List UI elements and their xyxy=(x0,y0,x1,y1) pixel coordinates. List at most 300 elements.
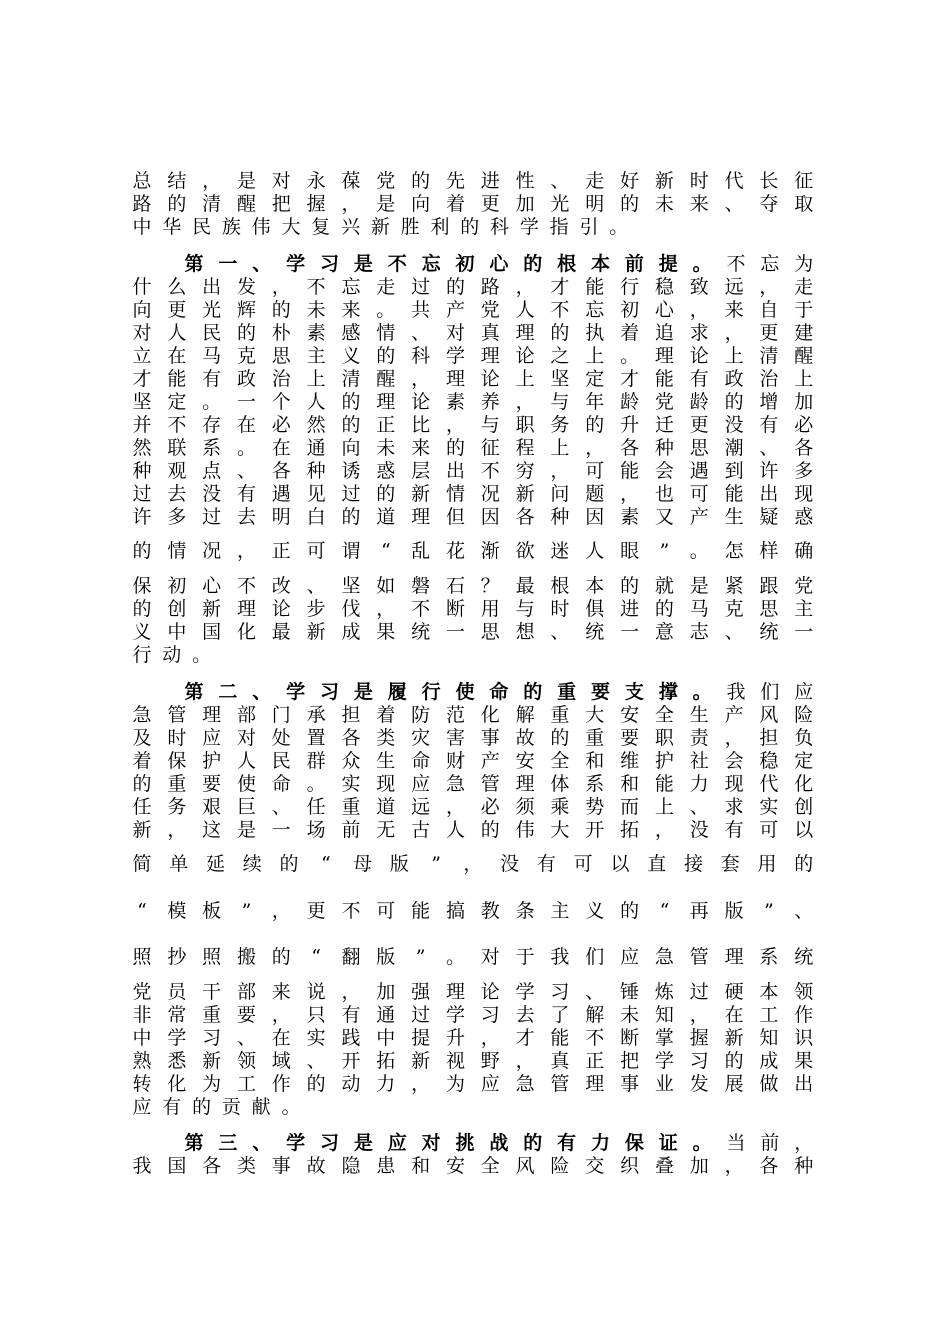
char: 理 xyxy=(236,598,256,620)
char: 防 xyxy=(411,704,431,726)
char: 定 xyxy=(167,391,187,413)
char: 没 xyxy=(689,819,709,841)
char: 命 xyxy=(489,681,509,703)
char: 有 xyxy=(759,414,779,436)
char: 我 xyxy=(550,946,570,968)
char: 未 xyxy=(376,437,396,459)
char: ， xyxy=(550,460,570,482)
text-line xyxy=(131,703,815,727)
char: 醒 xyxy=(794,345,814,367)
char: 葆 xyxy=(341,170,361,192)
char: 执 xyxy=(585,322,605,344)
char: ， xyxy=(654,819,674,841)
char: 光 xyxy=(550,193,570,215)
text-line xyxy=(131,192,815,216)
char: 论 xyxy=(689,345,709,367)
char: 领 xyxy=(236,1050,256,1072)
char: ， xyxy=(689,299,709,321)
char: 党 xyxy=(480,299,500,321)
text-line xyxy=(131,539,815,563)
char: 力 xyxy=(590,1132,610,1154)
char: 安 xyxy=(445,1155,465,1177)
char: 套 xyxy=(720,853,740,875)
text-line xyxy=(131,818,815,842)
char: 民 xyxy=(271,750,291,772)
char: 来 xyxy=(724,299,744,321)
char: 新 xyxy=(306,621,326,643)
char: 最 xyxy=(515,575,535,597)
char: 、 xyxy=(550,621,570,643)
char: 断 xyxy=(445,598,465,620)
char: 理 xyxy=(202,704,222,726)
char: 。 xyxy=(692,1132,712,1154)
char: 支 xyxy=(624,681,644,703)
char: 利 xyxy=(430,216,450,238)
char: “ xyxy=(380,540,391,562)
char: 远 xyxy=(724,276,744,298)
char: 对 xyxy=(421,1132,441,1154)
char: 龄 xyxy=(689,391,709,413)
char: 的 xyxy=(620,193,640,215)
char: 版 xyxy=(376,946,396,968)
char: 实 xyxy=(759,796,779,818)
char: 践 xyxy=(341,1027,361,1049)
char: 坚 xyxy=(341,575,361,597)
char: 行 xyxy=(132,644,152,666)
char: 务 xyxy=(550,414,570,436)
char: 业 xyxy=(654,1073,674,1095)
char: 清 xyxy=(202,193,222,215)
char: 版 xyxy=(389,853,409,875)
char: 新 xyxy=(132,819,152,841)
char: 来 xyxy=(271,981,291,1003)
char: 及 xyxy=(132,727,152,749)
char: 稳 xyxy=(759,750,779,772)
char: 们 xyxy=(760,681,780,703)
char: 忘 xyxy=(585,299,605,321)
char: 新 xyxy=(515,483,535,505)
char: 学 xyxy=(167,1027,187,1049)
char: 人 xyxy=(585,540,605,562)
char: 然 xyxy=(306,414,326,436)
char: 义 xyxy=(585,900,605,922)
char: 不 xyxy=(480,460,500,482)
char: 学 xyxy=(654,1050,674,1072)
char: 不 xyxy=(550,299,570,321)
char: 展 xyxy=(724,1073,744,1095)
char: 管 xyxy=(550,1073,570,1095)
char: 不 xyxy=(167,414,187,436)
char: 本 xyxy=(585,575,605,597)
char: 的 xyxy=(724,391,744,413)
char: 常 xyxy=(167,1004,187,1026)
char: 磐 xyxy=(411,575,431,597)
char: ， xyxy=(271,900,291,922)
char: 指 xyxy=(549,216,569,238)
char: 学 xyxy=(286,253,306,275)
char: 心 xyxy=(489,253,509,275)
char: 征 xyxy=(794,170,814,192)
char: 治 xyxy=(759,368,779,390)
char: 在 xyxy=(271,1027,291,1049)
char: 进 xyxy=(620,598,640,620)
char: 来 xyxy=(411,437,431,459)
char: 管 xyxy=(689,946,709,968)
char: ， xyxy=(515,1050,535,1072)
char: 知 xyxy=(654,1004,674,1026)
char: 重 xyxy=(202,1004,222,1026)
char: 力 xyxy=(376,1073,396,1095)
char: 急 xyxy=(445,773,465,795)
char: 理 xyxy=(515,773,535,795)
char: 学 xyxy=(286,681,306,703)
char: 层 xyxy=(411,460,431,482)
char: 么 xyxy=(167,276,187,298)
char: 延 xyxy=(206,853,226,875)
char: 重 xyxy=(557,681,577,703)
char: 论 xyxy=(515,345,535,367)
char: 白 xyxy=(306,506,326,528)
char: 着 xyxy=(620,322,640,344)
char: 负 xyxy=(794,727,814,749)
char: 好 xyxy=(620,170,640,192)
char: 想 xyxy=(515,621,535,643)
char: 乱 xyxy=(411,540,431,562)
char: 加 xyxy=(376,981,396,1003)
char: 上 xyxy=(306,368,326,390)
char: 光 xyxy=(202,299,222,321)
char: 伐 xyxy=(341,598,361,620)
char: 有 xyxy=(557,1132,577,1154)
char: 思 xyxy=(759,598,779,620)
char: 谓 xyxy=(341,540,361,562)
section-heading-line xyxy=(183,680,815,704)
char: 各 xyxy=(620,437,640,459)
char: 党 xyxy=(376,170,396,192)
char: 板 xyxy=(202,900,222,922)
char: 实 xyxy=(341,773,361,795)
char: 渐 xyxy=(480,540,500,562)
char: 升 xyxy=(445,1027,465,1049)
text-line xyxy=(131,321,815,345)
char: 化 xyxy=(167,1073,187,1095)
char: 求 xyxy=(724,796,744,818)
char: 对 xyxy=(271,170,291,192)
char: 素 xyxy=(620,506,640,528)
char: 能 xyxy=(550,1027,570,1049)
char: 责 xyxy=(689,727,709,749)
char: 清 xyxy=(759,345,779,367)
char: 提 xyxy=(411,1027,431,1049)
char: ， xyxy=(411,368,431,390)
char: 事 xyxy=(271,1155,291,1177)
char: 翻 xyxy=(341,946,361,968)
char: 年 xyxy=(585,391,605,413)
char: 之 xyxy=(550,345,570,367)
char: 各 xyxy=(202,1155,222,1177)
char: ， xyxy=(515,276,535,298)
char: 应 xyxy=(620,946,640,968)
char: 、 xyxy=(306,575,326,597)
char: 才 xyxy=(550,276,570,298)
text-line xyxy=(131,643,815,667)
char: 种 xyxy=(132,460,152,482)
char: 有 xyxy=(162,1096,182,1118)
char: 、 xyxy=(585,981,605,1003)
char: ， xyxy=(724,322,744,344)
char: 时 xyxy=(550,598,570,620)
char: 有 xyxy=(536,853,556,875)
text-line xyxy=(131,298,815,322)
char: 不 xyxy=(341,900,361,922)
char: 一 xyxy=(218,253,238,275)
char: 的 xyxy=(279,853,299,875)
char: ” xyxy=(241,900,252,922)
char: 应 xyxy=(411,773,431,795)
char: 急 xyxy=(132,704,152,726)
char: 再 xyxy=(689,900,709,922)
char: 安 xyxy=(620,704,640,726)
char: 许 xyxy=(759,460,779,482)
char: 保 xyxy=(132,575,152,597)
char: 事 xyxy=(480,727,500,749)
char: 的 xyxy=(445,437,465,459)
char: ， xyxy=(794,1132,814,1154)
char: 习 xyxy=(202,1027,222,1049)
char: 致 xyxy=(689,276,709,298)
char: 政 xyxy=(236,368,256,390)
text-line xyxy=(131,1003,815,1027)
char: 的 xyxy=(445,276,465,298)
char: 应 xyxy=(387,1132,407,1154)
char: ， xyxy=(236,540,256,562)
char: 初 xyxy=(455,253,475,275)
char: 复 xyxy=(311,216,331,238)
char: 理 xyxy=(480,345,500,367)
char: 新 xyxy=(411,1050,431,1072)
text-line xyxy=(131,574,815,598)
char: 命 xyxy=(411,750,431,772)
char: 、 xyxy=(724,193,744,215)
char: ， xyxy=(759,276,779,298)
char: 各 xyxy=(271,460,291,482)
char: 事 xyxy=(620,1073,640,1095)
char: 系 xyxy=(585,773,605,795)
char: 因 xyxy=(585,506,605,528)
char: 多 xyxy=(794,460,814,482)
text-line xyxy=(131,726,815,750)
char: 与 xyxy=(480,414,500,436)
char: 忘 xyxy=(341,276,361,298)
char: 撑 xyxy=(658,681,678,703)
char: 党 xyxy=(654,391,674,413)
char: 教 xyxy=(480,900,500,922)
char: 习 xyxy=(319,1132,339,1154)
char: 时 xyxy=(167,727,187,749)
char: 因 xyxy=(480,506,500,528)
char: 场 xyxy=(306,819,326,841)
char: 、 xyxy=(724,621,744,643)
char: 而 xyxy=(620,796,640,818)
char: 路 xyxy=(132,193,152,215)
char: 也 xyxy=(654,483,674,505)
char: 的 xyxy=(794,853,814,875)
char: 、 xyxy=(794,900,814,922)
char: 。 xyxy=(689,540,709,562)
char: 走 xyxy=(585,170,605,192)
char: 行 xyxy=(620,276,640,298)
char: 把 xyxy=(620,1050,640,1072)
char: 走 xyxy=(376,276,396,298)
char: 长 xyxy=(759,170,779,192)
char: 着 xyxy=(445,193,465,215)
char: 大 xyxy=(585,704,605,726)
char: 代 xyxy=(759,773,779,795)
char: 的 xyxy=(236,322,256,344)
char: 前 xyxy=(760,1132,780,1154)
char: 职 xyxy=(515,414,535,436)
char: 思 xyxy=(271,345,291,367)
char: 的 xyxy=(306,1073,326,1095)
char: 命 xyxy=(271,773,291,795)
char: 养 xyxy=(480,391,500,413)
char: 会 xyxy=(654,460,674,482)
char: 疑 xyxy=(759,506,779,528)
char: 迁 xyxy=(654,414,674,436)
char: 对 xyxy=(445,322,465,344)
char: 去 xyxy=(167,483,187,505)
char: 锤 xyxy=(620,981,640,1003)
char: 的 xyxy=(411,170,431,192)
char: 如 xyxy=(376,575,396,597)
char: 习 xyxy=(319,681,339,703)
char: 的 xyxy=(271,299,291,321)
char: 各 xyxy=(515,506,535,528)
text-line xyxy=(131,620,815,644)
char: 的 xyxy=(192,1096,212,1118)
char: 全 xyxy=(480,1155,500,1177)
char: 过 xyxy=(689,981,709,1003)
char: 有 xyxy=(236,483,256,505)
char: 上 xyxy=(724,345,744,367)
char: 各 xyxy=(759,1155,779,1177)
char: 以 xyxy=(794,819,814,841)
char: 置 xyxy=(306,727,326,749)
char: 真 xyxy=(480,322,500,344)
char: 患 xyxy=(376,1155,396,1177)
char: 安 xyxy=(515,750,535,772)
text-line xyxy=(131,1154,815,1178)
char: “ xyxy=(320,853,331,875)
char: 更 xyxy=(306,900,326,922)
char: 一 xyxy=(620,621,640,643)
text-line xyxy=(131,749,815,773)
char: 论 xyxy=(411,391,431,413)
char: ” xyxy=(659,540,670,562)
char: 习 xyxy=(550,981,570,1003)
char: 正 xyxy=(585,1050,605,1072)
char: 上 xyxy=(794,368,814,390)
text-line xyxy=(131,215,815,239)
char: 门 xyxy=(271,704,291,726)
char: 照 xyxy=(202,946,222,968)
char: 出 xyxy=(445,460,465,482)
char: 主 xyxy=(550,900,570,922)
char: 升 xyxy=(620,414,640,436)
char: 未 xyxy=(306,299,326,321)
char: 上 xyxy=(654,796,674,818)
char: 应 xyxy=(202,727,222,749)
char: 过 xyxy=(411,1004,431,1026)
char: 是 xyxy=(236,170,256,192)
char: 石 xyxy=(445,575,465,597)
char: 初 xyxy=(167,575,187,597)
char: 的 xyxy=(341,391,361,413)
char: 重 xyxy=(550,704,570,726)
char: 习 xyxy=(480,1004,500,1026)
char: 又 xyxy=(654,506,674,528)
char: 生 xyxy=(689,704,709,726)
char: 代 xyxy=(724,170,744,192)
char: 向 xyxy=(411,193,431,215)
char: 、 xyxy=(271,796,291,818)
char: 视 xyxy=(445,1050,465,1072)
char: 现 xyxy=(376,773,396,795)
char: 见 xyxy=(306,483,326,505)
char: ， xyxy=(724,1155,744,1177)
char: 统 xyxy=(585,621,605,643)
char: 第 xyxy=(184,1132,204,1154)
text-line xyxy=(131,413,815,437)
char: 理 xyxy=(445,368,465,390)
char: 害 xyxy=(445,727,465,749)
char: 。 xyxy=(609,216,629,238)
char: 照 xyxy=(132,946,152,968)
char: 产 xyxy=(445,299,465,321)
char: 论 xyxy=(271,598,291,620)
char: 来 xyxy=(689,193,709,215)
char: 掌 xyxy=(654,1027,674,1049)
char: 更 xyxy=(689,414,709,436)
char: 以 xyxy=(610,853,630,875)
char: 出 xyxy=(202,276,222,298)
char: 走 xyxy=(794,276,814,298)
char: 出 xyxy=(759,483,779,505)
char: 。 xyxy=(236,437,256,459)
char: 俱 xyxy=(585,598,605,620)
char: 生 xyxy=(376,750,396,772)
char: 道 xyxy=(376,506,396,528)
char: 稳 xyxy=(654,276,674,298)
char: 力 xyxy=(689,773,709,795)
char: ， xyxy=(341,193,361,215)
char: 当 xyxy=(726,1132,746,1154)
char: 有 xyxy=(689,368,709,390)
char: 工 xyxy=(236,1073,256,1095)
char: 有 xyxy=(202,368,222,390)
char: 学 xyxy=(515,981,535,1003)
text-line xyxy=(131,772,815,796)
char: 的 xyxy=(620,575,640,597)
char: 胜 xyxy=(400,216,420,238)
char: 化 xyxy=(794,773,814,795)
text-line xyxy=(131,275,815,299)
char: 人 xyxy=(515,299,535,321)
char: 学 xyxy=(519,216,539,238)
char: 类 xyxy=(236,1155,256,1177)
char: 新 xyxy=(724,1027,744,1049)
char: ？ xyxy=(480,575,500,597)
